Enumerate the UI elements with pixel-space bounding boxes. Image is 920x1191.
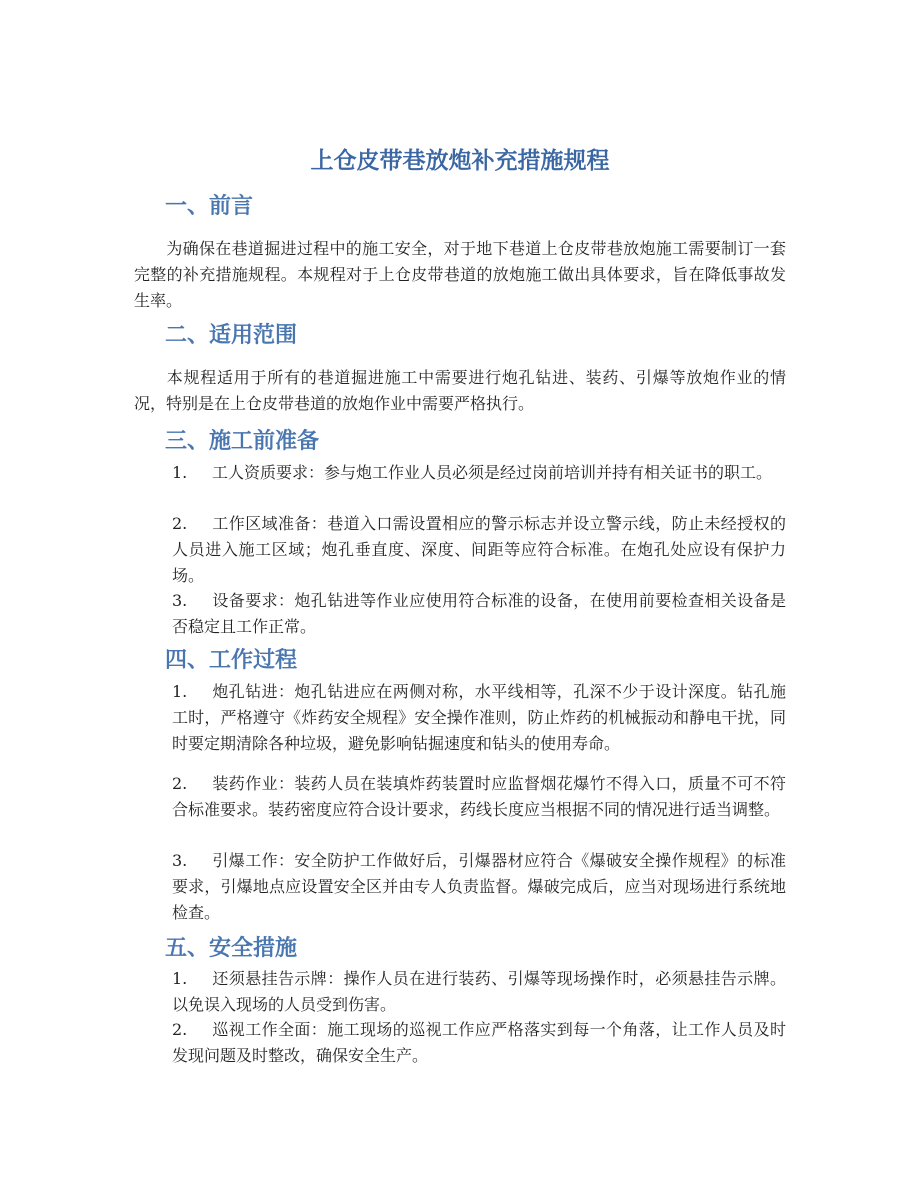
- scope-paragraph: [134, 365, 786, 417]
- list-item: [172, 966, 786, 1018]
- list-item-text: 装药作业：装药人员在装填炸药装置时应监督烟花爆竹不得入口，质量不可不符合标准要求。装药密度应符合设计要求，药线长度应当根据不同的情况进行适当调整。: [172, 774, 786, 819]
- list-item: [172, 771, 786, 823]
- section-heading-safety: 五、安全措施: [165, 936, 298, 961]
- section-heading-preface: 一、前言: [165, 194, 254, 219]
- list-item: [172, 679, 786, 757]
- list-item: [172, 848, 786, 926]
- list-item-text: 巡视工作全面：施工现场的巡视工作应严格落实到每一个角落，让工作人员及时发现问题及时整改，确保安全生产。: [172, 1020, 786, 1065]
- list-item: [172, 460, 786, 486]
- list-item-text: 工人资质要求：参与炮工作业人员必须是经过岗前培训并持有相关证书的职工。: [212, 463, 773, 482]
- list-item-text: 炮孔钻进：炮孔钻进应在两侧对称，水平线相等，孔深不少于设计深度。钻孔施工时，严格遵守《炸药安全规程》安全操作准则，防止炸药的机械振动和静电干扰，同时要定期清除各种垃圾，避免影响钻掘速度和钻头的使用寿命。: [172, 682, 786, 753]
- section-heading-process: 四、工作过程: [165, 648, 298, 673]
- list-item-text: 还须悬挂告示牌：操作人员在进行装药、引爆等现场操作时，必须悬挂告示牌。以免误入现场的人员受到伤害。: [172, 969, 786, 1014]
- scope-text: 本规程适用于所有的巷道掘进施工中需要进行炮孔钻进、装药、引爆等放炮作业的情况，特别是在上仓皮带巷道的放炮作业中需要严格执行。: [134, 368, 786, 413]
- list-item-number: 2.: [172, 514, 188, 533]
- list-item-number: 3.: [172, 591, 188, 610]
- list-item-number: 1.: [172, 463, 188, 482]
- list-item-number: 1.: [172, 682, 188, 701]
- list-item-number: 3.: [172, 851, 188, 870]
- preface-text: 为确保在巷道掘进过程中的施工安全，对于地下巷道上仓皮带巷放炮施工需要制订一套完整的补充措施规程。本规程对于上仓皮带巷道的放炮施工做出具体要求，旨在降低事故发生率。: [134, 239, 786, 310]
- list-item-number: 2.: [172, 1020, 188, 1039]
- list-item-text: 引爆工作：安全防护工作做好后，引爆器材应符合《爆破安全操作规程》的标准要求，引爆地点应设置安全区并由专人负责监督。爆破完成后，应当对现场进行系统地检查。: [172, 851, 786, 922]
- list-item-number: 1.: [172, 969, 188, 988]
- list-item-number: 2.: [172, 774, 188, 793]
- list-item: [172, 588, 786, 640]
- list-item-text: 工作区域准备：巷道入口需设置相应的警示标志并设立警示线，防止未经授权的人员进入施工区域；炮孔垂直度、深度、间距等应符合标准。在炮孔处应设有保护力场。: [172, 514, 786, 585]
- document-title: 上仓皮带巷放炮补充措施规程: [310, 148, 610, 174]
- section-heading-preparation: 三、施工前准备: [165, 429, 320, 454]
- list-item: [172, 511, 786, 589]
- preface-paragraph: [134, 236, 786, 314]
- list-item-text: 设备要求：炮孔钻进等作业应使用符合标准的设备，在使用前要检查相关设备是否稳定且工作正常。: [172, 591, 786, 636]
- list-item: [172, 1017, 786, 1069]
- section-heading-scope: 二、适用范围: [165, 323, 298, 348]
